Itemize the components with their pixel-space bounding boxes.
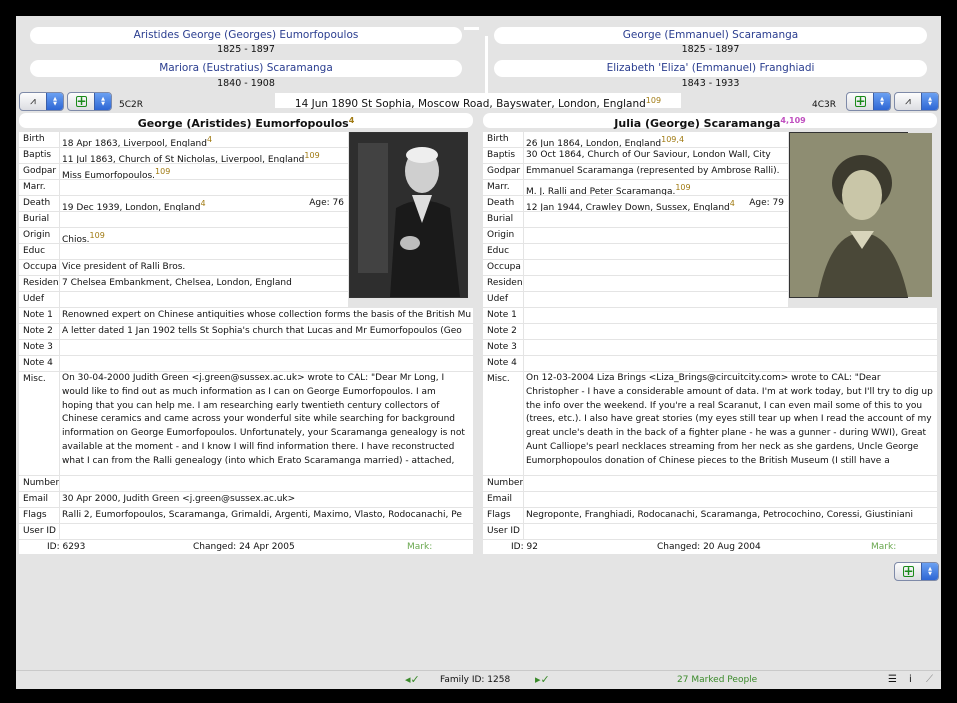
field-label: Udef <box>483 292 523 307</box>
misc-text-area[interactable]: On 30-04-2000 Judith Green <j.green@sussex.ac.uk> wrote to CAL: "Dear Mr Long, I would like to find out as much information as I can on George Eumorfopoulos. I am hoping that you can help me. I am researching early twentieth century collectors of Chinese ceramics and came across your wonderful site while searching for background information on George Eumorfopoulos. Unfortunately, your Scaramanga genealogy is not available at the moment - and I know I will find information there. I have reconstructed what I can from the Ralli genealogy (into which Erato Scaramanga married) - attached, <box>60 372 473 475</box>
field-label: Flags <box>483 508 523 523</box>
field-label: Godpar <box>483 164 523 179</box>
source-ref: 4 <box>729 199 735 208</box>
mark-field[interactable]: Mark: <box>871 542 897 552</box>
field-value[interactable] <box>524 476 937 491</box>
husband-field-row <box>19 212 473 227</box>
wife-father-years: 1825 - 1897 <box>681 44 740 55</box>
wife-field-row <box>483 276 937 291</box>
bottom-status-bar <box>16 670 941 689</box>
wife-field-row <box>483 228 937 243</box>
field-value-text: Emmanuel Scaramanga (represented by Ambrose Ralli). <box>526 166 780 176</box>
field-value-text: Miss Eumorfopoulos. <box>62 171 156 179</box>
field-value[interactable] <box>60 260 348 275</box>
field-label: Note 3 <box>19 340 59 355</box>
husband-field-row <box>19 476 473 491</box>
field-label: User ID <box>483 524 523 539</box>
husband-field-row <box>19 524 473 539</box>
field-label: Note 1 <box>483 308 523 323</box>
wife-code: 4C3R <box>812 100 836 110</box>
parent-connector-left <box>464 27 479 30</box>
source-ref: 4 <box>200 199 206 208</box>
husband-field-row <box>19 492 473 507</box>
marriage-info[interactable] <box>275 93 681 108</box>
husband-code: 5C2R <box>119 100 143 110</box>
field-label: Occupa <box>19 260 59 275</box>
source-ref: 109 <box>89 231 105 240</box>
field-value-text: A letter dated 1 Jan 1902 tells St Sophia's church that Lucas and Mr Eumorfopoulos (Geo <box>62 326 462 336</box>
husband-mother-years: 1840 - 1908 <box>217 78 275 89</box>
wife-field-row <box>483 180 937 195</box>
wife-field-row <box>483 196 937 211</box>
field-value[interactable] <box>524 340 937 355</box>
source-ref: 4 <box>206 135 213 144</box>
record-id: ID: 92 <box>511 542 538 552</box>
field-value[interactable] <box>60 196 348 211</box>
field-label: Flags <box>19 508 59 523</box>
field-label: User ID <box>19 524 59 539</box>
field-label: Educ <box>19 244 59 259</box>
husband-field-row <box>19 308 473 323</box>
age-value: Age: 79 <box>749 198 784 208</box>
record-id: ID: 6293 <box>47 542 86 552</box>
field-value[interactable]: 30 Apr 2000, Judith Green <j.green@sussex.ac.uk> <box>60 492 473 507</box>
parent-connector-right <box>485 36 488 96</box>
field-value[interactable] <box>524 212 788 227</box>
add-icon: + <box>76 94 87 108</box>
field-value[interactable] <box>524 228 788 243</box>
add-icon: + <box>855 94 866 108</box>
husband-field-row <box>19 164 473 179</box>
field-value[interactable] <box>524 356 937 371</box>
husband-field-row <box>19 244 473 259</box>
field-value[interactable] <box>60 356 473 371</box>
family-id: Family ID: 1258 <box>440 675 511 685</box>
record-changed-date: Changed: 24 Apr 2005 <box>193 542 295 552</box>
marriage-source: 109 <box>645 96 662 105</box>
wife-field-row <box>483 340 937 355</box>
field-label: Death <box>483 196 523 211</box>
field-label: Marr. <box>19 180 59 195</box>
field-label: Baptis <box>19 148 59 163</box>
field-label: Educ <box>483 244 523 259</box>
family-window <box>16 16 941 688</box>
field-value-text: M. J. Ralli and Peter Scaramanga. <box>526 187 676 195</box>
wife-field-row <box>483 324 937 339</box>
field-value-text: 11 Jul 1863, Church of St Nicholas, Liverpool, England <box>62 155 305 163</box>
field-value-text: Chios. <box>62 235 90 243</box>
field-value[interactable] <box>524 492 937 507</box>
field-value[interactable] <box>60 180 348 195</box>
husband-field-row <box>19 340 473 355</box>
field-label: Residen <box>19 276 59 291</box>
field-value[interactable] <box>524 524 937 539</box>
record-status-bar <box>19 540 473 554</box>
field-value[interactable]: Negroponte, Franghiadi, Rodocanachi, Scaramanga, Petrocochino, Coressi, Giustiniani <box>524 508 937 523</box>
husband-field-row <box>19 324 473 339</box>
field-value[interactable] <box>524 164 788 179</box>
wife-mother-years: 1843 - 1933 <box>681 78 740 89</box>
field-value[interactable] <box>524 324 937 339</box>
field-value-text: 30 Oct 1864, Church of Our Saviour, London Wall, City <box>526 150 771 160</box>
wife-field-row <box>483 164 937 179</box>
wife-name[interactable]: Julia (George) Scaramanga$^{4,109}$ <box>483 113 937 128</box>
field-value[interactable] <box>524 244 788 259</box>
husband-field-row <box>19 180 473 195</box>
add-icon: + <box>903 564 914 578</box>
field-value[interactable] <box>60 276 348 291</box>
field-label: Baptis <box>483 148 523 163</box>
field-label: Residen <box>483 276 523 291</box>
field-value[interactable] <box>60 164 348 179</box>
husband-field-row <box>19 356 473 371</box>
wife-panel <box>483 113 937 552</box>
popup-arrows-icon: ▲ ▼ <box>873 93 890 110</box>
wife-add-popup-button[interactable] <box>846 92 891 111</box>
wife-field-row <box>483 508 937 523</box>
wife-field-row <box>483 492 937 507</box>
list-view-icon[interactable]: ☰ <box>888 674 897 685</box>
field-value[interactable] <box>60 340 473 355</box>
wife-field-row <box>483 308 937 323</box>
field-label: Origin <box>483 228 523 243</box>
wife-field-row <box>483 148 937 163</box>
record-status-bar <box>483 540 937 554</box>
field-value[interactable] <box>60 476 473 491</box>
wife-mother-name[interactable]: Elizabeth 'Eliza' (Emmanuel) Franghiadi <box>494 60 927 77</box>
husband-sort-popup-button[interactable] <box>19 92 64 111</box>
field-value-text: 7 Chelsea Embankment, Chelsea, London, England <box>62 278 292 288</box>
field-value[interactable] <box>60 524 473 539</box>
husband-field-row <box>19 148 473 163</box>
husband-mother-name[interactable]: Mariora (Eustratius) Scaramanga <box>30 60 462 77</box>
marriage-date-place: 14 Jun 1890 St Sophia, Moscow Road, Bayswater, London, England <box>294 98 646 110</box>
husband-field-row <box>19 508 473 523</box>
field-value[interactable] <box>60 292 348 307</box>
field-value[interactable] <box>524 180 788 195</box>
field-value-text: 18 Apr 1863, Liverpool, England <box>62 139 207 147</box>
husband-add-popup-button[interactable] <box>67 92 112 111</box>
next-family-icon[interactable]: ▸✓ <box>535 673 550 686</box>
wife-field-row <box>483 244 937 259</box>
field-label: Occupa <box>483 260 523 275</box>
field-label: Note 2 <box>19 324 59 339</box>
field-value[interactable] <box>524 132 788 147</box>
field-value[interactable] <box>524 260 788 275</box>
field-value[interactable] <box>60 212 348 227</box>
misc-label: Misc. <box>483 372 523 475</box>
field-value[interactable] <box>524 308 937 323</box>
field-label: Email <box>483 492 523 507</box>
husband-panel <box>19 113 473 552</box>
husband-field-row <box>19 132 473 147</box>
field-value-text: Renowned expert on Chinese antiquities whose collection forms the basis of the British Mu <box>62 310 472 320</box>
field-label: Burial <box>19 212 59 227</box>
husband-field-row <box>19 260 473 275</box>
record-changed-date: Changed: 20 Aug 2004 <box>657 542 761 552</box>
field-label: Birth <box>19 132 59 147</box>
field-value[interactable] <box>524 292 788 307</box>
wife-field-row <box>483 132 937 147</box>
field-label: Birth <box>483 132 523 147</box>
field-value[interactable] <box>524 196 788 211</box>
wife-field-row <box>483 524 937 539</box>
age-value: Age: 76 <box>309 198 344 208</box>
field-value[interactable] <box>60 324 473 339</box>
sort-icon: ⩘ <box>30 96 36 107</box>
husband-name[interactable]: George (Aristides) Eumorfopoulos$^4$ <box>19 113 473 128</box>
field-value[interactable] <box>524 276 788 291</box>
add-child-popup-button[interactable] <box>894 562 939 581</box>
field-label: Burial <box>483 212 523 227</box>
resize-grip-icon[interactable]: ⟋ <box>926 674 933 685</box>
source-ref: 109,4 <box>661 135 685 144</box>
husband-field-row <box>19 292 473 307</box>
field-label: Origin <box>19 228 59 243</box>
marked-people-count[interactable]: 27 Marked People <box>677 675 758 685</box>
field-value[interactable]: Ralli 2, Eumorfopoulos, Scaramanga, Grimaldi, Argenti, Maximo, Vlasto, Rodocanachi, Pe <box>60 508 473 523</box>
wife-sort-popup-button[interactable] <box>894 92 939 111</box>
field-label: Udef <box>19 292 59 307</box>
husband-field-row <box>19 228 473 243</box>
field-label: Number <box>483 476 523 491</box>
field-label: Note 3 <box>483 340 523 355</box>
field-value-text: 19 Dec 1939, London, England <box>62 203 201 211</box>
field-label: Note 1 <box>19 308 59 323</box>
field-value-text: Vice president of Ralli Bros. <box>62 262 186 272</box>
wife-field-row <box>483 212 937 227</box>
field-label: Note 2 <box>483 324 523 339</box>
wife-field-row <box>483 260 937 275</box>
source-ref: 109 <box>155 167 171 176</box>
wife-field-row <box>483 292 937 307</box>
field-label: Marr. <box>483 180 523 195</box>
mark-field[interactable]: Mark: <box>407 542 433 552</box>
field-label: Godpar <box>19 164 59 179</box>
sort-icon: ⩘ <box>905 96 911 107</box>
source-ref: 109 <box>304 151 320 160</box>
field-label: Note 4 <box>19 356 59 371</box>
info-icon[interactable]: ⅰ <box>909 674 912 685</box>
popup-arrows-icon: ▲ ▼ <box>46 93 63 110</box>
field-value[interactable] <box>60 148 348 163</box>
field-value-text: 12 Jan 1944, Crawley Down, Sussex, England <box>526 203 730 211</box>
field-label: Death <box>19 196 59 211</box>
popup-arrows-icon: ▲ ▼ <box>921 563 938 580</box>
previous-family-icon[interactable]: ◂✓ <box>405 673 420 686</box>
field-value[interactable] <box>524 148 788 163</box>
wife-field-row <box>483 356 937 371</box>
field-label: Email <box>19 492 59 507</box>
popup-arrows-icon: ▲ ▼ <box>94 93 111 110</box>
field-value-text: 26 Jun 1864, London, England <box>526 139 662 147</box>
popup-arrows-icon: ▲ ▼ <box>921 93 938 110</box>
husband-father-name[interactable]: Aristides George (Georges) Eumorfopoulos <box>30 27 462 44</box>
wife-field-row <box>483 476 937 491</box>
husband-field-row <box>19 276 473 291</box>
wife-father-name[interactable]: George (Emmanuel) Scaramanga <box>494 27 927 44</box>
field-value[interactable] <box>60 308 473 323</box>
field-value[interactable] <box>60 228 348 243</box>
field-value[interactable] <box>60 132 348 147</box>
husband-field-row <box>19 196 473 211</box>
field-value[interactable] <box>60 244 348 259</box>
misc-text-area[interactable]: On 12-03-2004 Liza Brings <Liza_Brings@circuitcity.com> wrote to CAL: "Dear Christopher - I have a considerable amount of data. I'm at work today, but I'll try to dig up the info over the weekend. If you're a real Scaranut, I can even mail some of this to you (trees, etc.). I also have great stories (my eyes still tear up when I read the account of my great uncle's death in the back of a fighter plane - he was a gunner - during WWI), Great Aunt Calliope's pearl necklaces streaming from her neck as she gardens, Uncle George Eumorphopoulos donation of Chinese pieces to the British Museum (I still have a <box>524 372 937 475</box>
field-label: Number <box>19 476 59 491</box>
misc-label: Misc. <box>19 372 59 475</box>
field-label: Note 4 <box>483 356 523 371</box>
source-ref: 109 <box>675 183 691 192</box>
husband-father-years: 1825 - 1897 <box>217 44 275 55</box>
